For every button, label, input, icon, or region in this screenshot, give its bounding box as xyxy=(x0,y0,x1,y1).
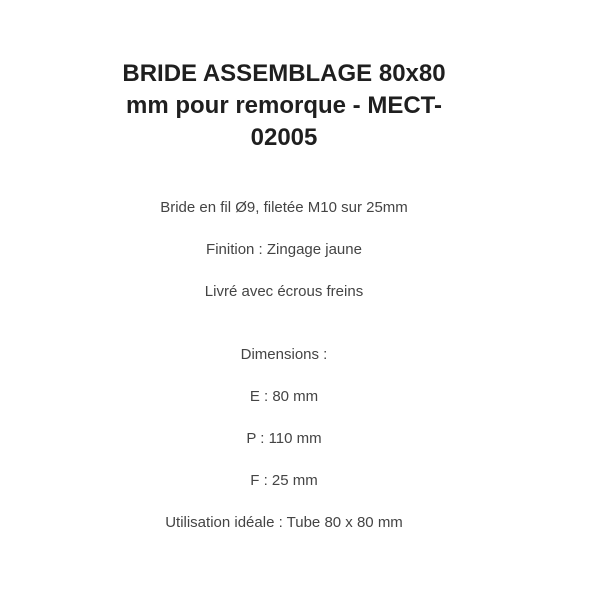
dimension-f: F : 25 mm xyxy=(250,472,318,489)
dimensions-heading: Dimensions : xyxy=(240,346,328,363)
product-title-line-1: BRIDE ASSEMBLAGE 80x80 xyxy=(122,60,446,87)
dimension-p: P : 110 mm xyxy=(246,430,322,447)
product-title-line-3: 02005 xyxy=(250,124,318,151)
product-title xyxy=(90,58,478,154)
ideal-usage: Utilisation idéale : Tube 80 x 80 mm xyxy=(165,514,403,531)
dimension-e: E : 80 mm xyxy=(249,388,319,405)
description-delivery: Livré avec écrous freins xyxy=(204,283,364,300)
description-wire-spec: Bride en fil Ø9, filetée M10 sur 25mm xyxy=(160,199,408,216)
product-title-line-2: mm pour remorque - MECT- xyxy=(125,92,443,119)
description-finish: Finition : Zingage jaune xyxy=(206,241,362,258)
